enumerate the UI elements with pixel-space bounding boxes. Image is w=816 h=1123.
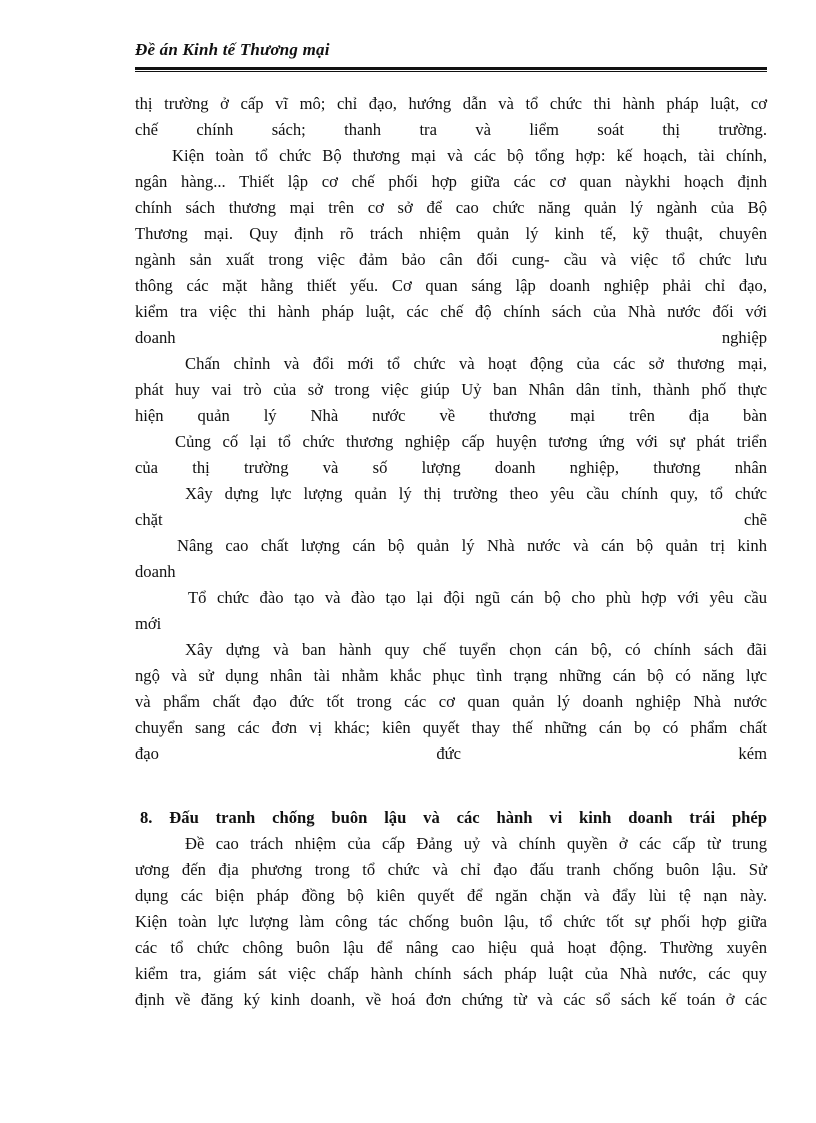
text-line: mới — [135, 614, 162, 633]
header-rule-thin — [135, 71, 767, 72]
header-title: Đề án Kinh tế Thương mại — [135, 40, 330, 59]
text-line: Nâng cao chất lượng cán bộ quản lý Nhà nước và cán bộ quản trị kinh — [177, 536, 767, 555]
text-line: Xây dựng lực lượng quản lý thị trường theo yêu cầu chính quy, tổ chức — [185, 484, 767, 503]
text-line: đạo đức kém — [135, 744, 767, 763]
text-line: dụng các biện pháp đồng bộ kiên quyết để ngăn chặn và đẩy lùi tệ nạn này. — [135, 886, 767, 905]
text-line: phát huy vai trò của sở trong việc giúp Uỷ ban Nhân dân tỉnh, thành phố thực — [135, 380, 767, 399]
header-rule-thick — [135, 67, 767, 70]
text-line: chuyển sang các đơn vị khác; kiên quyết thay thế những cán bọ có phẩm chất — [135, 718, 767, 737]
text-line: Xây dựng và ban hành quy chế tuyển chọn cán bộ, có chính sách đãi — [185, 640, 767, 659]
text-line: ương đến địa phương trong tổ chức và chỉ đạo đấu tranh chống buôn lậu. Sử — [135, 860, 767, 879]
text-line: thị trường ở cấp vĩ mô; chỉ đạo, hướng dẫn và tổ chức thi hành pháp luật, cơ — [135, 94, 767, 113]
text-line: Chấn chỉnh và đổi mới tổ chức và hoạt động của các sở thương mại, — [185, 354, 767, 373]
text-line: chính sách thương mại trên cơ sở để cao chức năng quản lý ngành của Bộ — [135, 198, 767, 217]
text-line: các tổ chức chông buôn lậu để nâng cao hiệu quả hoạt động. Thường xuyên — [135, 938, 767, 957]
section-gap — [135, 769, 767, 807]
text-line: kiểm tra việc thi hành pháp luật, các chế độ chính sách của Nhà nước đối với — [135, 302, 767, 321]
text-line: doanh — [135, 562, 176, 581]
text-line: chặt chẽ — [135, 510, 767, 529]
text-line: thông các mặt hằng thiết yếu. Cơ quan sáng lập doanh nghiệp phải chỉ đạo, — [135, 276, 767, 295]
text-line: Củng cố lại tổ chức thương nghiệp cấp huyện tương ứng với sự phát triển — [175, 432, 767, 451]
document-body — [135, 93, 767, 1015]
text-line: ngành sản xuất trong việc đảm bảo cân đối cung- cầu và việc tổ chức lưu — [135, 250, 767, 269]
text-line: Đề cao trách nhiệm của cấp Đảng uỷ và chính quyền ở các cấp từ trung — [185, 834, 767, 853]
text-line: Thương mại. Quy định rõ trách nhiệm quản lý kinh tế, kỹ thuật, chuyên — [135, 224, 767, 243]
text-line: hiện quản lý Nhà nước về thương mại trên địa bàn — [135, 406, 767, 425]
text-line: kiểm tra, giám sát việc chấp hành chính sách pháp luật của Nhà nước, các quy — [135, 964, 767, 983]
text-line: và phẩm chất đạo đức tốt trong các cơ quan quản lý doanh nghiệp Nhà nước — [135, 692, 767, 711]
text-line: ngộ và sử dụng nhân tài nhằm khắc phục tình trạng những cán bộ có năng lực — [135, 666, 767, 685]
text-line: của thị trường và số lượng doanh nghiệp, thương nhân — [135, 458, 767, 477]
text-line: Tổ chức đào tạo và đào tạo lại đội ngũ cán bộ cho phù hợp với yêu cầu — [188, 588, 767, 607]
text-line: định về đăng ký kinh doanh, về hoá đơn chứng từ và các sổ sách kế toán ở các — [135, 990, 767, 1009]
page-header — [135, 40, 765, 60]
text-line: ngân hàng... Thiết lập cơ chế phối hợp giữa các cơ quan nàykhi hoạch định — [135, 172, 767, 191]
section-heading: 8. Đấu tranh chống buôn lậu và các hành vi kinh doanh trái phép — [140, 808, 767, 827]
text-line: chế chính sách; thanh tra và liểm soát thị trường. — [135, 120, 767, 139]
text-line: Kiện toàn lực lượng làm công tác chống buôn lậu, tổ chức tốt sự phối hợp giữa — [135, 912, 767, 931]
text-line: Kiện toàn tổ chức Bộ thương mại và các bộ tổng hợp: kế hoạch, tài chính, — [172, 146, 767, 165]
text-line: doanh nghiệp — [135, 328, 767, 347]
